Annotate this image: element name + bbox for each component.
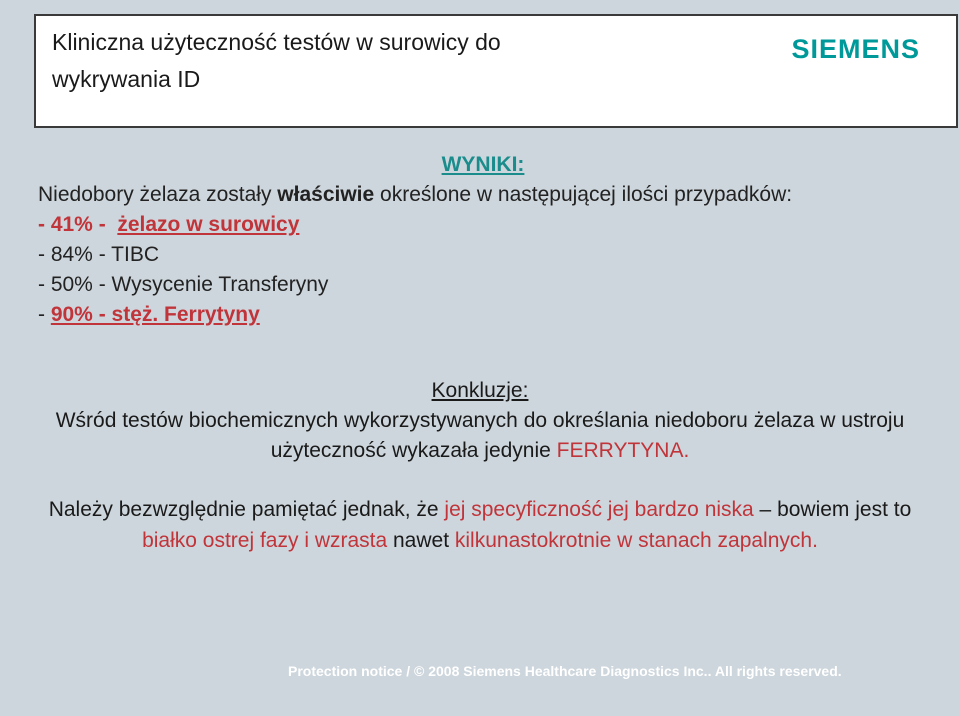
result-prefix: - 50% - [38,273,112,296]
conclusions-section [20,376,940,466]
note-part-1: Należy bezwzględnie pamiętać jednak, że [48,498,445,521]
result-prefix: - 41% - [38,213,106,236]
title-line-1: Kliniczna użyteczność testów w surowicy do [52,29,501,55]
title-line-2: wykrywania ID [52,66,201,92]
results-section [38,150,928,330]
results-heading: WYNIKI: [441,153,525,176]
conclusions-heading: Konkluzje: [431,379,529,402]
result-item-ferritin [38,300,928,330]
siemens-logo: SIEMENS [791,34,920,64]
result-label: Wysycenie Transferyny [111,273,329,296]
result-label: TIBC [111,243,159,266]
result-prefix: - 84% - [38,243,112,266]
result-label: 90% - stęż. Ferrytyny [50,303,260,326]
footer-notice: Protection notice / © 2008 Siemens Healthcare Diagnostics Inc.. All rights reserved. [288,663,842,679]
conclusions-text [20,406,940,466]
result-prefix: - [38,303,51,326]
result-item-tibc [38,240,928,270]
note-part-4: białko ostrej fazy i wzrasta [142,529,388,552]
results-intro [38,180,928,210]
intro-pre: Niedobory żelaza zostały [38,183,278,206]
intro-post: określone w następującej ilości przypadków: [374,183,793,206]
result-item-transferrin [38,270,928,300]
note-part-6: kilkunastokrotnie w stanach zapalnych. [454,529,818,552]
result-label: żelazo w surowicy [117,213,300,236]
conclusions-text-pre: Wśród testów biochemicznych wykorzystywanych do określania niedoboru żelaza w ustroju użyteczność wykazała jedynie [55,409,905,462]
slide-title [52,24,612,98]
intro-bold: właściwie [277,183,375,206]
conclusions-highlight: FERRYTYNA. [556,439,690,462]
note-part-2: jej specyficzność jej bardzo niska [444,498,754,521]
result-item-iron [38,210,928,240]
note-section [40,494,920,556]
note-part-5: nawet [387,529,455,552]
note-part-3: – bowiem jest to [753,498,912,521]
